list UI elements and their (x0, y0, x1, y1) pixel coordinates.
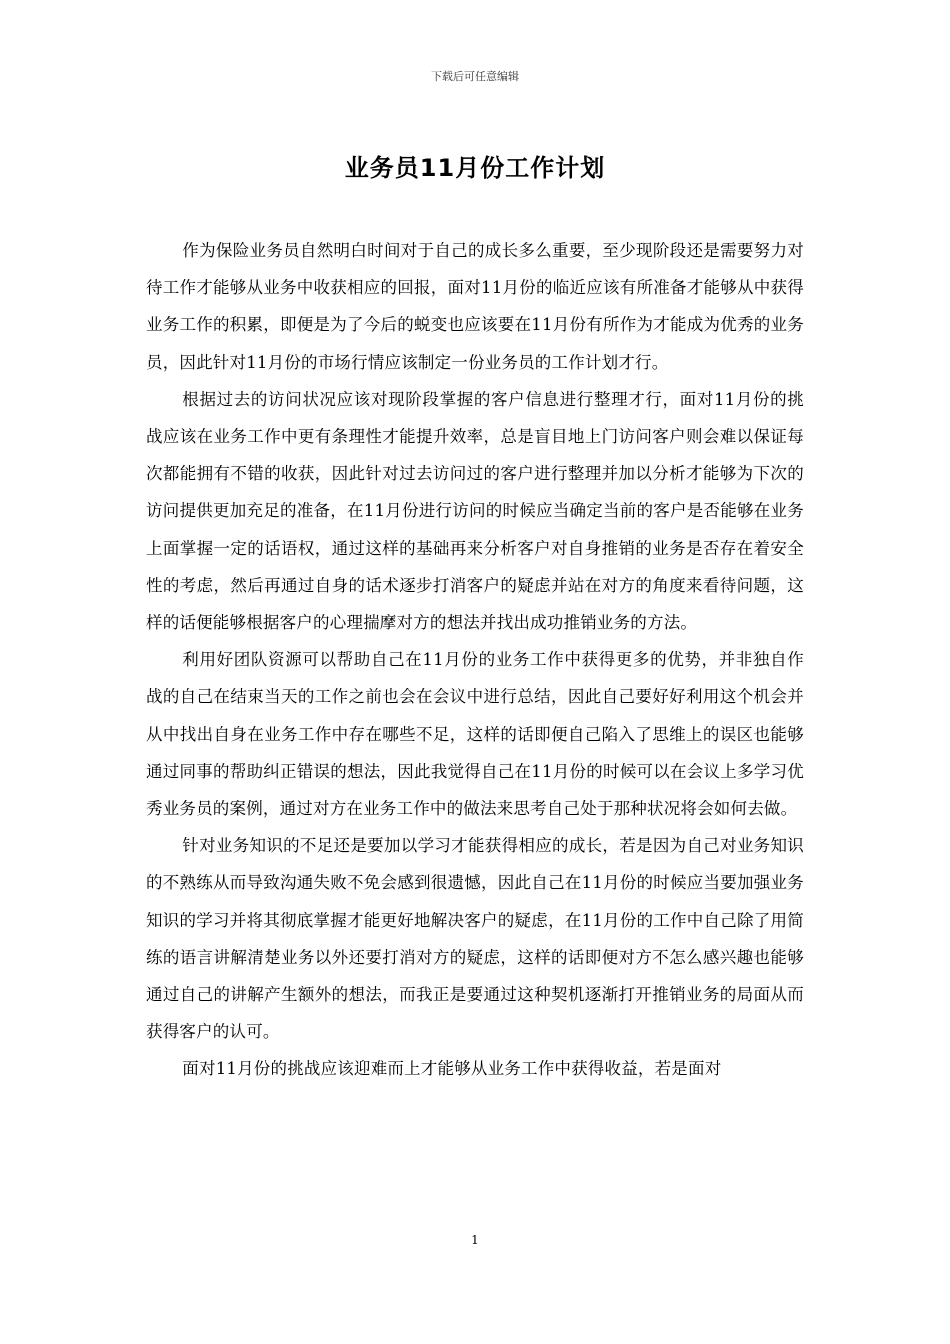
paragraph-3: 利用好团队资源可以帮助自己在11月份的业务工作中获得更多的优势，并非独自作战的自己在结束当天的工作之前也会在会议中进行总结，因此自己要好好利用这个机会并从中找出自身在业务工作中存在哪些不足，这样的话即便自己陷入了思维上的误区也能够通过同事的帮助纠正错误的想法，因此我觉得自己在11月份的时候可以在会议上多学习优秀业务员的案例，通过对方在业务工作中的做法来思考自己处于那种状况将会如何去做。 (146, 650, 804, 819)
paragraph-2: 根据过去的访问状况应该对现阶段掌握的客户信息进行整理才行，面对11月份的挑战应该在业务工作中更有条理性才能提升效率，总是盲目地上门访问客户则会难以保证每次都能拥有不错的收获，因此针对过去访问过的客户进行整理并加以分析才能够为下次的访问提供更加充足的准备，在11月份进行访问的时候应当确定当前的客户是否能够在业务上面掌握一定的话语权，通过这样的基础再来分析客户对自身推销的业务是否存在着安全性的考虑，然后再通过自身的话术逐步打消客户的疑虑并站在对方的角度来看待问题，这样的话便能够根据客户的心理揣摩对方的想法并找出成功推销业务的方法。 (146, 389, 804, 633)
document-title: 业务员11月份工作计划 (344, 154, 606, 182)
paragraph-4: 针对业务知识的不足还是要加以学习才能获得相应的成长，若是因为自己对业务知识的不熟练从而导致沟通失败不免会感到很遗憾，因此自己在11月份的时候应当要加强业务知识的学习并将其彻底掌握才能更好地解决客户的疑虑，在11月份的工作中自己除了用简练的语言讲解清楚业务以外还要打消对方的疑虑，这样的话即便对方不怎么感兴趣也能够通过自己的讲解产生额外的想法，而我正是要通过这种契机逐渐打开推销业务的局面从而获得客户的认可。 (146, 836, 804, 1042)
document-body (146, 232, 804, 1088)
header-note: 下载后可任意编辑 (431, 70, 519, 83)
paragraph-1: 作为保险业务员自然明白时间对于自己的成长多么重要，至少现阶段还是需要努力对待工作才能够从业务中收获相应的回报，面对11月份的临近应该有所准备才能够从中获得业务工作的积累，即便是为了今后的蜕变也应该要在11月份有所作为才能成为优秀的业务员，因此针对11月份的市场行情应该制定一份业务员的工作计划才行。 (146, 241, 804, 372)
page-number: 1 (471, 1233, 479, 1247)
paragraph-5: 面对11月份的挑战应该迎难而上才能够从业务工作中获得收益，若是面对 (182, 1059, 722, 1079)
